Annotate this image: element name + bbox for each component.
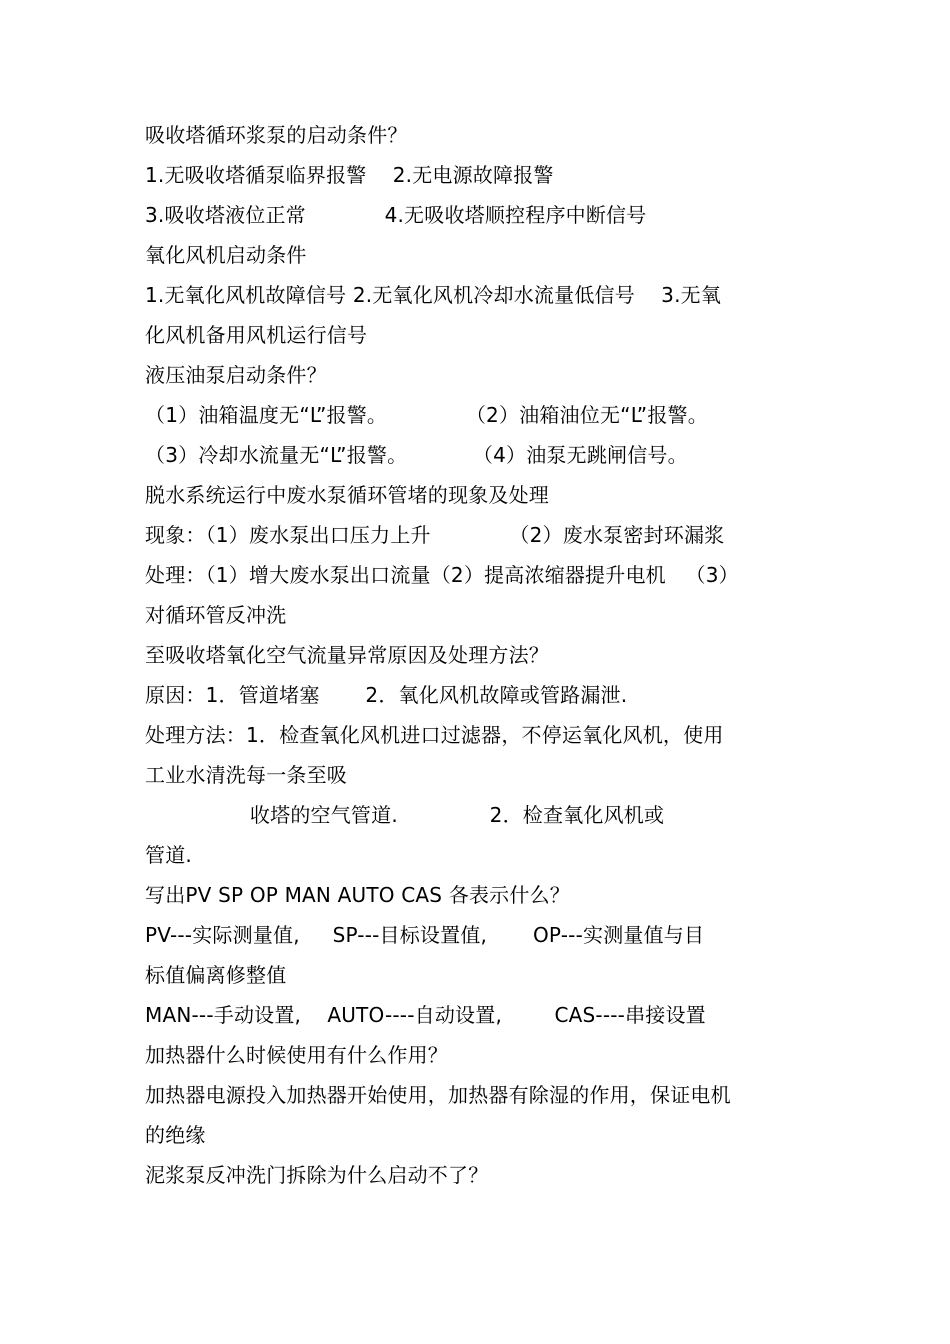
text-line: 脱水系统运行中废水泵循环管堵的现象及处理 bbox=[145, 483, 549, 507]
text-line: 1.无氧化风机故障信号 2.无氧化风机冷却水流量低信号 3.无氧 bbox=[145, 283, 722, 307]
text-line: 吸收塔循环浆泵的启动条件？ bbox=[145, 123, 408, 147]
text-line: （1）油箱温度无“L”报警。 （2）油箱油位无“L”报警。 bbox=[145, 403, 708, 427]
text-line: 3.吸收塔液位正常 4.无吸收塔顺控程序中断信号 bbox=[145, 203, 647, 227]
text-line: 化风机备用风机运行信号 bbox=[145, 323, 368, 347]
text-line: 氧化风机启动条件 bbox=[145, 243, 307, 267]
text-line: 标值偏离修整值 bbox=[145, 963, 287, 987]
text-line: 至吸收塔氧化空气流量异常原因及处理方法？ bbox=[145, 643, 549, 667]
text-line: PV---实际测量值, SP---目标设置值, OP---实测量值与目 bbox=[145, 923, 705, 947]
text-line: MAN---手动设置, AUTO----自动设置, CAS----串接设置 bbox=[145, 1003, 706, 1027]
text-line: 1.无吸收塔循泵临界报警 2.无电源故障报警 bbox=[145, 163, 554, 187]
text-line: 液压油泵启动条件？ bbox=[145, 363, 327, 387]
text-line: 加热器什么时候使用有什么作用？ bbox=[145, 1043, 448, 1067]
text-line: 的绝缘 bbox=[145, 1123, 206, 1147]
text-line: 工业水清洗每一条至吸 bbox=[145, 763, 347, 787]
text-line: 泥浆泵反冲洗门拆除为什么启动不了？ bbox=[145, 1163, 489, 1187]
text-line: 收塔的空气管道. 2．检查氧化风机或 bbox=[145, 803, 665, 827]
text-line: 处理方法：1．检查氧化风机进口过滤器，不停运氧化风机，使用 bbox=[145, 723, 724, 747]
text-line: 处理：（1）增大废水泵出口流量（2）提高浓缩器提升电机 （3） bbox=[145, 563, 739, 587]
text-line: 现象：（1）废水泵出口压力上升 （2）废水泵密封环漏浆 bbox=[145, 523, 725, 547]
text-line: 对循环管反冲洗 bbox=[145, 603, 287, 627]
text-line: 原因：1．管道堵塞 2．氧化风机故障或管路漏泄. bbox=[145, 683, 628, 707]
text-line: （3）冷却水流量无“L”报警。 （4）油泵无跳闸信号。 bbox=[145, 443, 688, 467]
text-line: 加热器电源投入加热器开始使用，加热器有除湿的作用，保证电机 bbox=[145, 1083, 731, 1107]
text-line: 写出PV SP OP MAN AUTO CAS 各表示什么？ bbox=[145, 883, 570, 907]
text-line: 管道. bbox=[145, 843, 192, 867]
